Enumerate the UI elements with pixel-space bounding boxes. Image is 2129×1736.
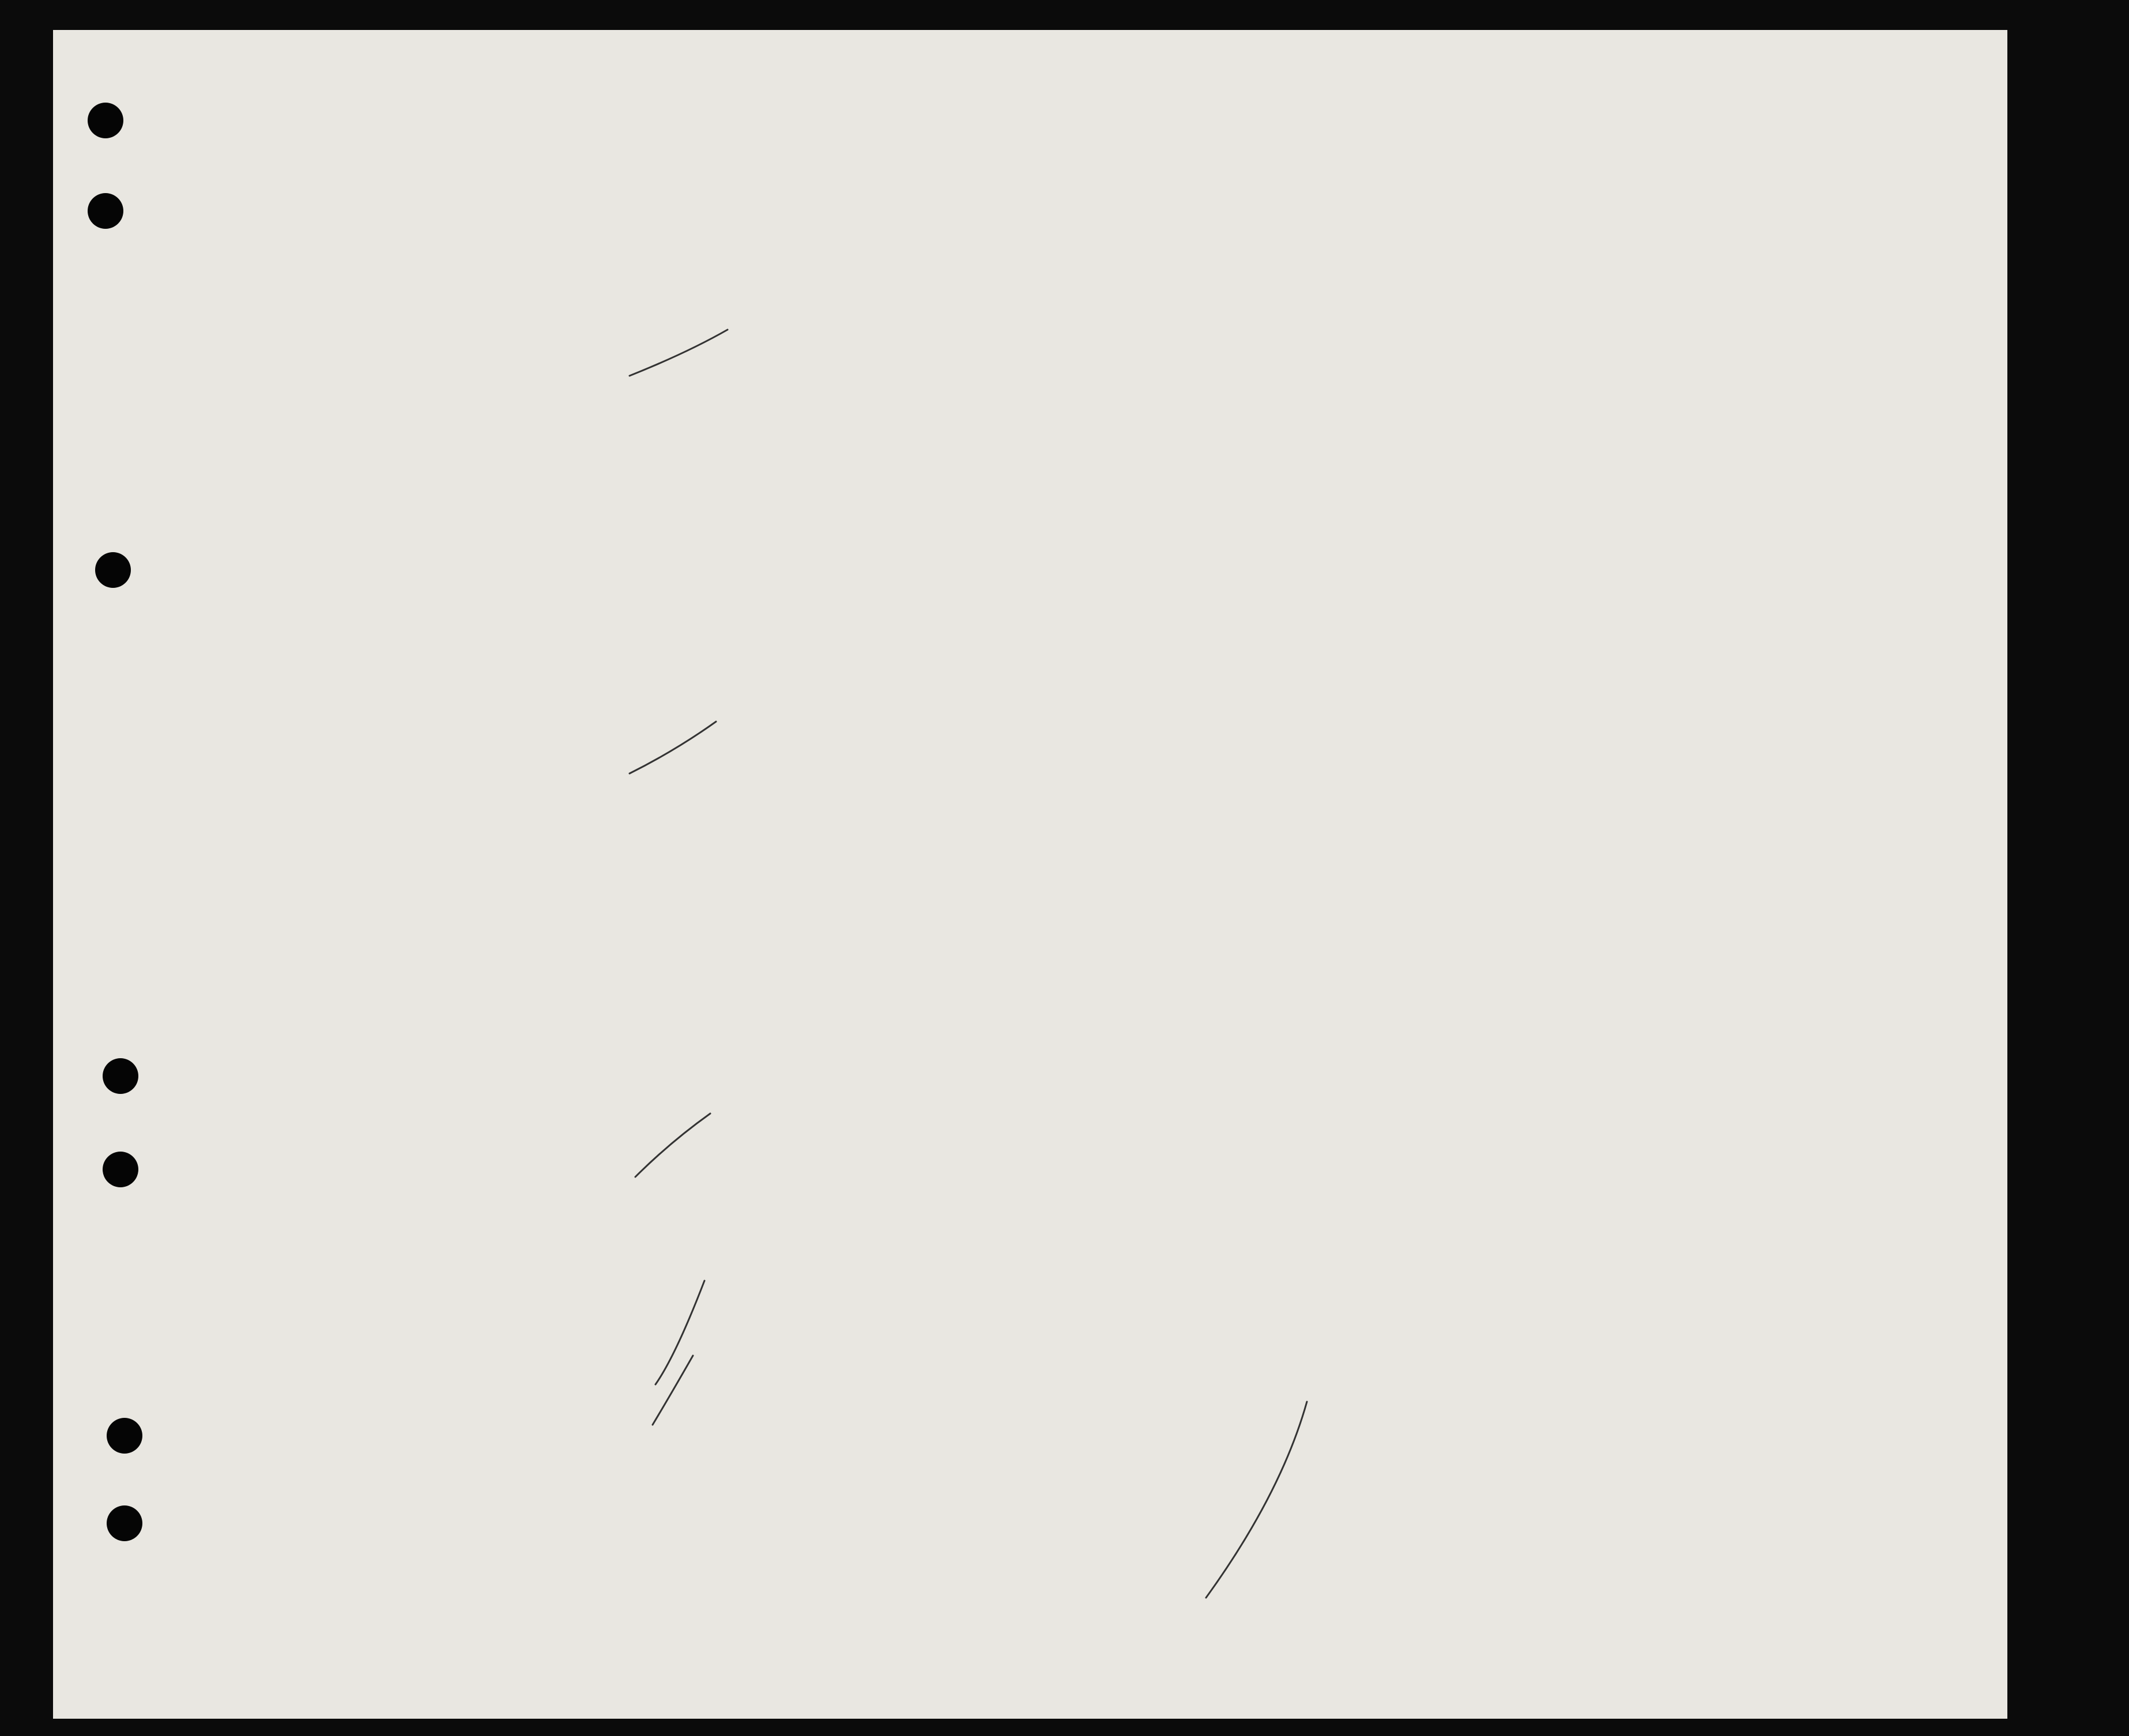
punch-hole bbox=[88, 193, 123, 229]
manifest-sheet bbox=[53, 30, 2007, 1719]
punch-hole bbox=[88, 103, 123, 138]
pen-marks bbox=[53, 30, 2007, 1719]
punch-hole bbox=[103, 1058, 138, 1094]
punch-hole bbox=[107, 1505, 142, 1541]
punch-hole bbox=[95, 552, 131, 588]
punch-hole bbox=[107, 1418, 142, 1454]
punch-hole bbox=[103, 1152, 138, 1187]
